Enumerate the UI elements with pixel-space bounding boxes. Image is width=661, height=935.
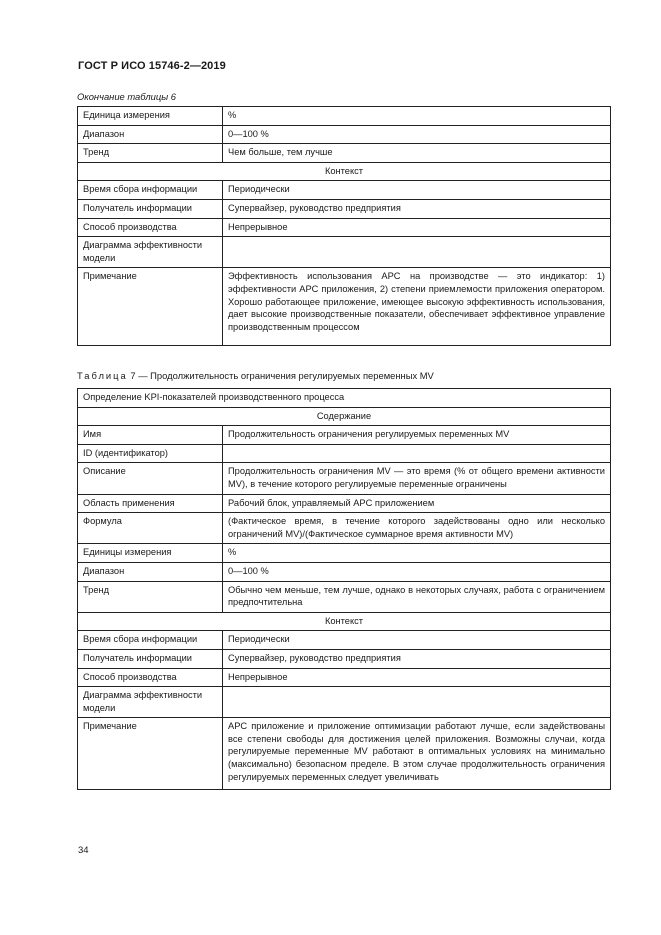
row-label: Время сбора информации bbox=[78, 631, 223, 650]
row-value: Непрерывное bbox=[223, 668, 611, 687]
row-value bbox=[223, 444, 611, 463]
table7-caption bbox=[77, 370, 434, 381]
row-value: Продолжительность ограничения регулируемых переменных MV bbox=[223, 426, 611, 445]
section-heading-row bbox=[78, 612, 611, 631]
table-row bbox=[78, 687, 611, 718]
row-value: Продолжительность ограничения MV — это время (% от общего времени активности MV), в течение которого регулируемые переменные ограничены bbox=[223, 463, 611, 494]
row-value bbox=[223, 237, 611, 268]
row-label: ID (идентификатор) bbox=[78, 444, 223, 463]
context-heading: Контекст bbox=[78, 162, 611, 181]
table-row bbox=[78, 718, 611, 790]
table-row bbox=[78, 107, 611, 126]
section-heading-row bbox=[78, 162, 611, 181]
row-value: Периодически bbox=[223, 181, 611, 200]
row-value: 0—100 % bbox=[223, 125, 611, 144]
row-label: Тренд bbox=[78, 144, 223, 163]
definition-row bbox=[78, 389, 611, 408]
content-heading: Содержание bbox=[78, 407, 611, 426]
row-value: Супервайзер, руководство предприятия bbox=[223, 199, 611, 218]
row-label: Получатель информации bbox=[78, 649, 223, 668]
section-heading-row bbox=[78, 407, 611, 426]
row-label: Формула bbox=[78, 513, 223, 544]
row-label: Диаграмма эффективности модели bbox=[78, 687, 223, 718]
row-label: Диапазон bbox=[78, 562, 223, 581]
page-number: 34 bbox=[78, 845, 89, 856]
row-label: Тренд bbox=[78, 581, 223, 612]
row-value: Периодически bbox=[223, 631, 611, 650]
row-value bbox=[223, 687, 611, 718]
table6-caption: Окончание таблицы 6 bbox=[77, 91, 176, 102]
table-row bbox=[78, 649, 611, 668]
row-value: % bbox=[223, 544, 611, 563]
table-row bbox=[78, 494, 611, 513]
table-row bbox=[78, 268, 611, 346]
table-row bbox=[78, 463, 611, 494]
table-row bbox=[78, 237, 611, 268]
row-label: Диапазон bbox=[78, 125, 223, 144]
table-row bbox=[78, 444, 611, 463]
row-label: Способ производства bbox=[78, 218, 223, 237]
table-row bbox=[78, 631, 611, 650]
definition-heading: Определение KPI-показателей производственного процесса bbox=[78, 389, 611, 408]
table-row bbox=[78, 181, 611, 200]
row-label: Область применения bbox=[78, 494, 223, 513]
document-header: ГОСТ Р ИСО 15746-2—2019 bbox=[78, 60, 226, 72]
table-row bbox=[78, 426, 611, 445]
row-label: Единицы измерения bbox=[78, 544, 223, 563]
table-row bbox=[78, 125, 611, 144]
row-label: Единица измерения bbox=[78, 107, 223, 126]
table-6 bbox=[77, 106, 611, 346]
row-label: Диаграмма эффективности модели bbox=[78, 237, 223, 268]
table-row bbox=[78, 144, 611, 163]
row-label: Примечание bbox=[78, 268, 223, 346]
row-label: Время сбора информации bbox=[78, 181, 223, 200]
row-label: Имя bbox=[78, 426, 223, 445]
row-label: Способ производства bbox=[78, 668, 223, 687]
table-row bbox=[78, 544, 611, 563]
row-value: Чем больше, тем лучше bbox=[223, 144, 611, 163]
row-value: Обычно чем меньше, тем лучше, однако в некоторых случаях, работа с ограничением предпочтительна bbox=[223, 581, 611, 612]
table-row bbox=[78, 581, 611, 612]
row-value: Эффективность использования APC на производстве — это индикатор: 1) эффективности APC приложения, 2) степени приемлемости приложения оператором. Хорошо работающее приложение, имеющее высокую эффективность использования, дает высокие производственные показатели, обеспечивает эффективное управление производственным процессом bbox=[223, 268, 611, 346]
row-value: Непрерывное bbox=[223, 218, 611, 237]
table-7 bbox=[77, 388, 611, 790]
table-row bbox=[78, 218, 611, 237]
row-value: % bbox=[223, 107, 611, 126]
context-heading: Контекст bbox=[78, 612, 611, 631]
row-value: APC приложение и приложение оптимизации работают лучше, если задействованы все степени свободы для достижения целей приложения. Возможны случаи, когда регулируемые переменные MV работают в оптимальных условиях на минимально (максимально) безопасном пределе. В этом случае продолжительность ограничения регулируемых переменных следует увеличивать bbox=[223, 718, 611, 790]
row-value: 0—100 % bbox=[223, 562, 611, 581]
table7-caption-prefix: Таблица bbox=[77, 370, 128, 381]
row-label: Примечание bbox=[78, 718, 223, 790]
row-value: (Фактическое время, в течение которого задействованы одно или несколько ограничений MV)/(Фактическое суммарное время активности MV) bbox=[223, 513, 611, 544]
table7-caption-title: 7 — Продолжительность ограничения регулируемых переменных MV bbox=[127, 370, 434, 381]
row-value: Рабочий блок, управляемый APC приложением bbox=[223, 494, 611, 513]
row-label: Получатель информации bbox=[78, 199, 223, 218]
table-row bbox=[78, 513, 611, 544]
table-row bbox=[78, 668, 611, 687]
table-row bbox=[78, 199, 611, 218]
table-row bbox=[78, 562, 611, 581]
row-value: Супервайзер, руководство предприятия bbox=[223, 649, 611, 668]
row-label: Описание bbox=[78, 463, 223, 494]
